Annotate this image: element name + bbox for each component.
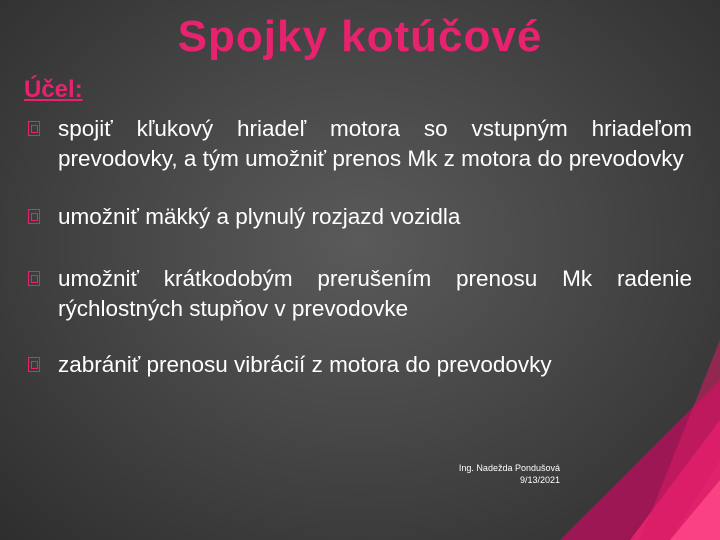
bullet-item: spojiť kľukový hriadeľ motora so vstupným hriadeľom prevodovky, a tým umožniť prenos Mk z motora do prevodovky [28,114,692,174]
footer [400,462,560,486]
slide-subtitle: Účel: [24,76,83,103]
square-bullet-icon [28,357,40,372]
bullet-list [28,114,692,408]
square-bullet-icon [28,209,40,224]
slide-title: Spojky kotúčové [177,12,543,61]
bullet-item: umožniť mäkký a plynulý rozjazd vozidla [28,202,692,232]
footer-date: 9/13/2021 [519,475,560,485]
bullet-item: umožniť krátkodobým prerušením prenosu Mk radenie rýchlostných stupňov v prevodovke [28,264,692,324]
footer-author: Ing. Nadežda Pondušová [458,463,560,473]
square-bullet-icon [28,271,40,286]
bullet-item: zabrániť prenosu vibrácií z motora do prevodovky [28,350,692,380]
square-bullet-icon [28,121,40,136]
